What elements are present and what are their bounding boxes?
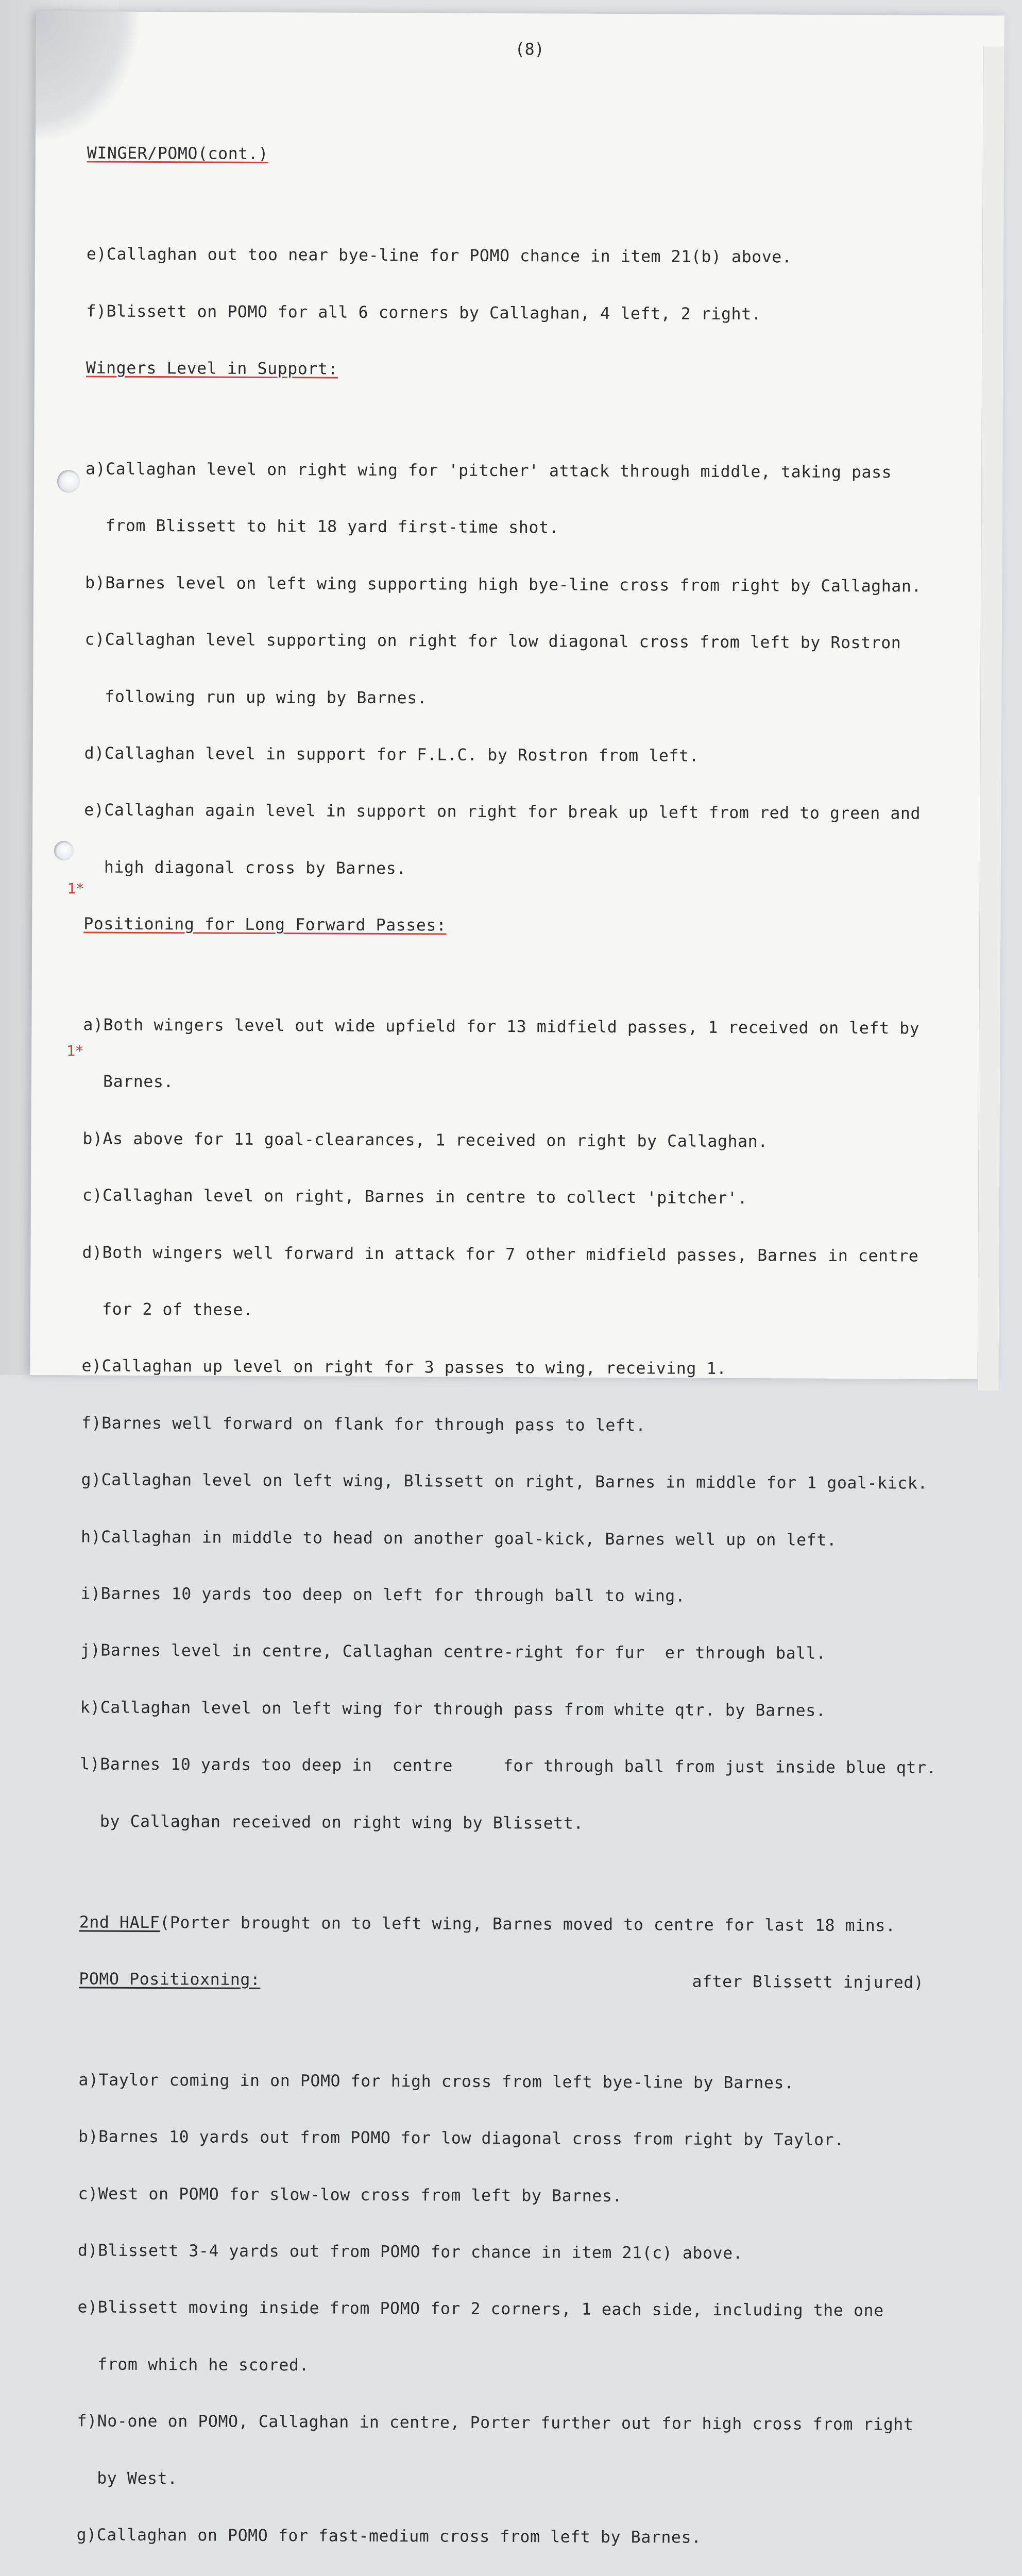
text-line: following run up wing by Barnes. — [84, 687, 428, 707]
page-number: (8) — [515, 40, 544, 59]
text-line: a)Taylor coming in on POMO for high cross from left bye-line by Barnes. — [78, 2071, 794, 2093]
punch-hole-icon — [57, 470, 80, 493]
text-line: c)West on POMO for slow-low cross from left by Barnes. — [78, 2184, 623, 2206]
text-line: c)Callaghan level on right, Barnes in centre to collect 'pitcher'. — [82, 1186, 748, 1208]
text-line: l)Barnes 10 yards too deep in centre for through ball from just inside blue qtr. — [80, 1755, 937, 1777]
subheading-long-passes: Positioning for Long Forward Passes: — [83, 914, 447, 935]
text-line: a)Both wingers level out wide upfield for 13 midfield passes, 1 received on left by — [83, 1015, 920, 1038]
text-line: i)Barnes 10 yards too deep on left for through ball to wing. — [80, 1584, 686, 1606]
text-line: f)Blissett on POMO for all 6 corners by Callaghan, 4 left, 2 right. — [86, 301, 762, 324]
section-title: WINGER/POMO(cont.) — [87, 144, 269, 164]
text-line: from which he scored. — [77, 2355, 310, 2375]
text-line: c)Callaghan level supporting on right for low diagonal cross from left by Rostron — [84, 630, 901, 653]
text-line: Barnes. — [82, 1072, 174, 1092]
text-line: d)Blissett 3-4 yards out from POMO for chance in item 21(c) above. — [77, 2241, 743, 2263]
margin-annotation: 1* — [66, 1042, 83, 1060]
text-line: high diagonal cross by Barnes. — [83, 858, 406, 878]
text-line: g)Callaghan level on left wing, Blissett on right, Barnes in middle for 1 goal-kick. — [81, 1470, 928, 1493]
subheading-wingers-level: Wingers Level in Support: — [86, 359, 338, 379]
text-line: j)Barnes level in centre, Callaghan centre-right for fur er through ball. — [80, 1641, 826, 1664]
text-line: for 2 of these. — [81, 1300, 253, 1319]
text-line: by Callaghan received on right wing by Blissett. — [79, 1811, 584, 1833]
document-page — [30, 11, 1004, 2547]
document-body — [70, 37, 1004, 2576]
subheading-pomo-positioning: POMO Positioxning: — [79, 1970, 261, 1989]
text-line: k)Callaghan level on left wing for through pass from white qtr. by Barnes. — [80, 1698, 826, 1720]
text-line: a)Callaghan level on right wing for 'pitcher' attack through middle, taking pass — [86, 460, 892, 482]
text-line: e)Callaghan again level in support on right for break up left from red to green and — [84, 801, 921, 823]
text-line: from Blissett to hit 18 yard first-time shot. — [85, 516, 559, 537]
punch-hole-icon — [54, 841, 74, 860]
text-line: e)Callaghan up level on right for 3 passes to wing, receiving 1. — [81, 1357, 727, 1379]
text-line: b)Barnes 10 yards out from POMO for low diagonal cross from right by Taylor. — [78, 2127, 844, 2150]
second-half-note: (Porter brought on to left wing, Barnes moved to centre for last 18 mins. — [160, 1913, 896, 1935]
text-line: by West. — [77, 2469, 178, 2488]
second-half-line — [79, 1913, 996, 1936]
text-line: b)As above for 11 goal-clearances, 1 received on right by Callaghan. — [82, 1129, 768, 1151]
second-half-label: 2nd HALF — [79, 1912, 160, 1932]
text-line: f)Barnes well forward on flank for through pass to left. — [81, 1414, 646, 1435]
text-line: e)Callaghan out too near bye-line for POMO chance in item 21(b) above. — [86, 245, 792, 267]
second-half-note-cont: after Blissett injured) — [692, 1972, 924, 1992]
text-line: b)Barnes level on left wing supporting high bye-line cross from right by Callaghan. — [85, 573, 922, 596]
text-line: d)Callaghan level in support for F.L.C. by Rostron from left. — [84, 744, 700, 766]
text-line: g)Callaghan on POMO for fast-medium cross from left by Barnes. — [76, 2526, 702, 2547]
text-line: h)Callaghan in middle to head on another goal-kick, Barnes well up on left. — [81, 1527, 837, 1550]
text-line: d)Both wingers well forward in attack for 7 other midfield passes, Barnes in centre — [82, 1243, 919, 1266]
text-line: e)Blissett moving inside from POMO for 2 corners, 1 each side, including the one — [77, 2298, 884, 2320]
margin-annotation: 1* — [67, 880, 84, 897]
text-line: f)No-one on POMO, Callaghan in centre, Porter further out for high cross from right — [77, 2412, 914, 2434]
pomo-heading-line — [79, 1970, 996, 1993]
